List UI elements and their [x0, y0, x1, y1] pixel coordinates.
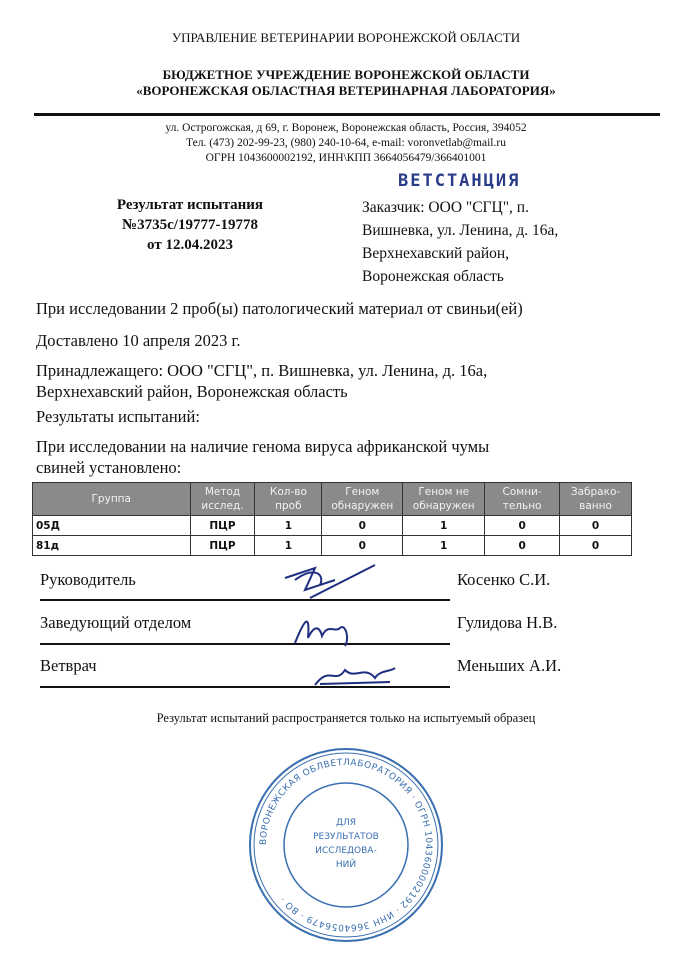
- svg-text:ДЛЯ: ДЛЯ: [335, 818, 357, 828]
- col-header: Геном не обнаружен: [403, 483, 485, 516]
- cell: 1: [403, 536, 485, 556]
- result-title: Результат испытания: [116, 197, 264, 213]
- cell: 1: [255, 536, 322, 556]
- result-block: [60, 195, 320, 255]
- ogrn-inn: ОГРН 1043600002192, ИНН\КПП 3664056479/366401001: [205, 152, 487, 164]
- table-row: [33, 536, 632, 556]
- cell: 1: [255, 516, 322, 536]
- customer-block: [362, 196, 652, 288]
- signature-name: Гулидова Н.В.: [457, 613, 558, 632]
- col-header: Метод исслед.: [190, 483, 255, 516]
- col-header: Забрако-ванно: [560, 483, 632, 516]
- customer-line: Верхнехавский район,: [362, 245, 510, 262]
- cell: 0: [485, 516, 560, 536]
- cell: 0: [485, 536, 560, 556]
- cell: 0: [322, 516, 403, 536]
- findings-line: При исследовании на наличие генома вируса африканской чумы: [36, 437, 490, 456]
- col-header: Группа: [33, 483, 191, 516]
- cell: ПЦР: [190, 516, 255, 536]
- svg-text:ИССЛЕДОВА-: ИССЛЕДОВА-: [315, 846, 377, 856]
- signature-name: Косенко С.И.: [457, 570, 551, 589]
- owner-line: Принадлежащего: ООО "СГЦ", п. Вишневка, ул. Ленина, д. 16а,: [36, 361, 488, 380]
- cell: ПЦР: [190, 536, 255, 556]
- svg-text:РЕЗУЛЬТАТОВ: РЕЗУЛЬТАТОВ: [313, 832, 379, 842]
- cell: 05Д: [33, 516, 191, 536]
- owner-line: Верхнехавский район, Воронежская область: [36, 382, 348, 401]
- org-line1: БЮДЖЕТНОЕ УЧРЕЖДЕНИЕ ВОРОНЕЖСКОЙ ОБЛАСТИ: [162, 67, 530, 82]
- table-row: [33, 516, 632, 536]
- organization-name: [0, 67, 692, 99]
- signature-scribble: [290, 608, 360, 648]
- signature-role: Руководитель: [40, 570, 136, 589]
- cell: 0: [322, 536, 403, 556]
- col-header: Кол-во проб: [255, 483, 322, 516]
- col-header: Сомни-тельно: [485, 483, 560, 516]
- phone-email: Тел. (473) 202-99-23, (980) 240-10-64, e-mail: voronvetlab@mail.ru: [186, 137, 506, 149]
- delivered-text: Доставлено 10 апреля 2023 г.: [36, 331, 241, 350]
- footer-note: Результат испытаний распространяется только на испытуемый образец: [156, 711, 536, 725]
- department-title: УПРАВЛЕНИЕ ВЕТЕРИНАРИИ ВОРОНЕЖСКОЙ ОБЛАСТИ: [171, 30, 521, 45]
- customer-line: Вишневка, ул. Ленина, д. 16а,: [362, 222, 559, 239]
- signature-name: Меньших А.И.: [457, 656, 562, 675]
- cell: 81д: [33, 536, 191, 556]
- customer-line: Воронежская область: [362, 268, 504, 285]
- vet-station-label: ВЕТСТАНЦИЯ: [398, 171, 521, 191]
- result-number: №3735с/19777-19778: [122, 217, 258, 233]
- address: ул. Острогожская, д 69, г. Воронеж, Воронежская область, Россия, 394052: [165, 122, 527, 134]
- contact-info: [0, 121, 692, 166]
- svg-text:НИЙ: НИЙ: [335, 860, 357, 870]
- findings-text: [36, 436, 656, 478]
- cell: 0: [560, 536, 632, 556]
- owner-text: [36, 360, 656, 402]
- findings-line: свиней установлено:: [36, 458, 182, 477]
- signature-role: Ветврач: [40, 656, 97, 675]
- signature-scribble: [275, 560, 385, 605]
- official-stamp: [246, 745, 446, 945]
- svg-text:ВОРОНЕЖСКАЯ ОБЛВЕТЛАБОРАТОРИЯ: ВОРОНЕЖСКАЯ ОБЛВЕТЛАБОРАТОРИЯ · ОГРН 1043600002192 · ИНН 3664056479 · ВО ·: [258, 757, 434, 933]
- signature-scribble: [310, 660, 400, 690]
- samples-text: При исследовании 2 проб(ы) патологический материал от свиньи(ей): [36, 299, 523, 318]
- signature-line: [40, 599, 450, 601]
- cell: 0: [560, 516, 632, 536]
- header-divider: [34, 113, 660, 116]
- signature-role: Заведующий отделом: [40, 613, 192, 632]
- results-heading: Результаты испытаний:: [36, 407, 200, 426]
- signature-line: [40, 643, 450, 645]
- customer-line: Заказчик: ООО "СГЦ", п.: [362, 199, 529, 216]
- org-line2: «ВОРОНЕЖСКАЯ ОБЛАСТНАЯ ВЕТЕРИНАРНАЯ ЛАБОРАТОРИЯ»: [136, 83, 556, 98]
- table-header-row: [33, 483, 632, 516]
- results-table: [32, 482, 632, 556]
- col-header: Геном обнаружен: [322, 483, 403, 516]
- cell: 1: [403, 516, 485, 536]
- result-date: от 12.04.2023: [147, 237, 233, 253]
